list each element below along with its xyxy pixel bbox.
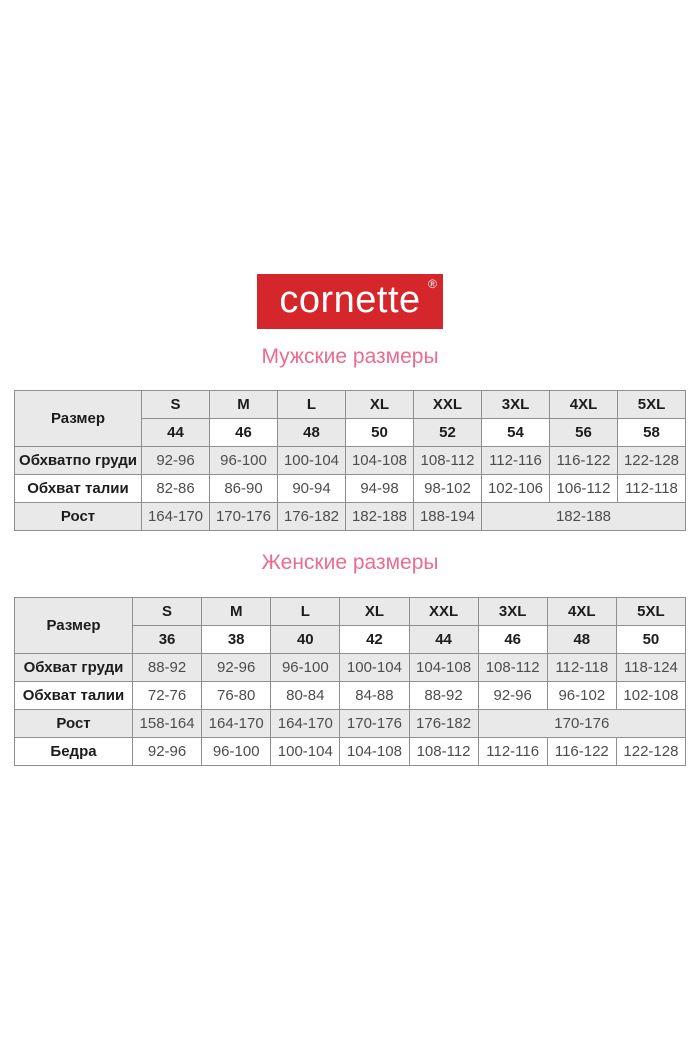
measurement-value-cell: 80-84 [271,682,340,710]
measurement-label-cell: Обхватпо груди [15,447,142,475]
measurement-value-cell: 112-116 [482,447,550,475]
measurement-value-cell: 122-128 [616,738,685,766]
measurement-label-cell: Бедра [15,738,133,766]
measurement-label-cell: Обхват груди [15,654,133,682]
size-letter-cell: XL [346,391,414,419]
size-number-cell: 54 [482,419,550,447]
size-letter-cell: XL [340,598,409,626]
measurement-value-cell: 116-122 [547,738,616,766]
size-number-cell: 38 [202,626,271,654]
cornette-logo [257,274,443,329]
measurement-value-cell: 116-122 [550,447,618,475]
size-letter-cell: XXL [414,391,482,419]
size-corner-label: Размер [15,598,133,654]
size-letter-cell: 4XL [547,598,616,626]
registered-trademark-icon: ® [428,277,437,291]
size-number-cell: 58 [618,419,686,447]
measurement-value-cell: 90-94 [278,475,346,503]
size-number-cell: 50 [346,419,414,447]
measurement-value-cell: 88-92 [133,654,202,682]
size-number-cell: 48 [278,419,346,447]
measurement-value-cell: 112-118 [547,654,616,682]
size-number-cell: 44 [142,419,210,447]
size-letter-cell: 3XL [482,391,550,419]
measurement-value-cell: 188-194 [414,503,482,531]
measurement-value-cell: 122-128 [618,447,686,475]
measurement-value-cell: 84-88 [340,682,409,710]
women-sizes-table [14,597,686,766]
measurement-value-cell: 100-104 [278,447,346,475]
measurement-value-cell: 94-98 [346,475,414,503]
measurement-value-cell: 100-104 [340,654,409,682]
measurement-row [15,447,686,475]
measurement-value-cell: 118-124 [616,654,685,682]
measurement-row [15,738,686,766]
size-letter-cell: 3XL [478,598,547,626]
measurement-value-cell: 112-116 [478,738,547,766]
measurement-value-cell: 106-112 [550,475,618,503]
measurement-value-cell: 88-92 [409,682,478,710]
measurement-value-cell: 92-96 [202,654,271,682]
size-letter-cell: XXL [409,598,478,626]
measurement-value-cell: 82-86 [142,475,210,503]
measurement-label-cell: Рост [15,503,142,531]
measurement-value-cell: 102-106 [482,475,550,503]
measurement-label-cell: Обхват талии [15,475,142,503]
size-number-cell: 50 [616,626,685,654]
measurement-value-cell: 102-108 [616,682,685,710]
men-sizes-heading: Мужские размеры [261,345,439,368]
size-number-cell: 46 [210,419,278,447]
measurement-value-cell: 158-164 [133,710,202,738]
measurement-value-cell: 104-108 [409,654,478,682]
measurement-value-cell: 104-108 [340,738,409,766]
size-number-cell: 36 [133,626,202,654]
measurement-row [15,503,686,531]
measurement-value-cell: 96-100 [210,447,278,475]
men-sizes-table [14,390,686,531]
measurement-value-cell: 108-112 [409,738,478,766]
measurement-value-cell: 176-182 [409,710,478,738]
measurement-value-cell: 96-100 [271,654,340,682]
size-number-cell: 48 [547,626,616,654]
measurement-value-cell: 76-80 [202,682,271,710]
measurement-row [15,654,686,682]
size-number-cell: 56 [550,419,618,447]
measurement-row [15,475,686,503]
cornette-logo-text: cornette [279,279,421,321]
size-letter-cell: L [271,598,340,626]
size-number-cell: 46 [478,626,547,654]
measurement-value-cell: 98-102 [414,475,482,503]
measurement-value-cell: 112-118 [618,475,686,503]
size-number-cell: 40 [271,626,340,654]
measurement-value-cell: 182-188 [346,503,414,531]
size-number-cell: 42 [340,626,409,654]
measurement-value-cell: 96-102 [547,682,616,710]
measurement-row [15,682,686,710]
measurement-value-cell: 100-104 [271,738,340,766]
measurement-value-cell: 164-170 [271,710,340,738]
measurement-value-cell: 86-90 [210,475,278,503]
size-number-cell: 52 [414,419,482,447]
size-letter-cell: M [210,391,278,419]
measurement-value-cell: 170-176 [210,503,278,531]
size-letter-cell: 5XL [618,391,686,419]
measurement-value-cell: 104-108 [346,447,414,475]
measurement-value-cell: 164-170 [202,710,271,738]
size-letter-cell: S [142,391,210,419]
measurement-value-cell: 108-112 [478,654,547,682]
measurement-value-cell: 164-170 [142,503,210,531]
measurement-value-cell: 92-96 [133,738,202,766]
measurement-value-cell: 108-112 [414,447,482,475]
measurement-value-cell: 182-188 [482,503,686,531]
size-letter-cell: 5XL [616,598,685,626]
measurement-label-cell: Рост [15,710,133,738]
women-sizes-heading: Женские размеры [261,551,439,575]
measurement-row [15,710,686,738]
measurement-value-cell: 92-96 [478,682,547,710]
measurement-value-cell: 72-76 [133,682,202,710]
size-number-cell: 44 [409,626,478,654]
measurement-value-cell: 170-176 [478,710,685,738]
measurement-value-cell: 176-182 [278,503,346,531]
measurement-value-cell: 170-176 [340,710,409,738]
measurement-value-cell: 92-96 [142,447,210,475]
measurement-value-cell: 96-100 [202,738,271,766]
size-letter-cell: 4XL [550,391,618,419]
size-letter-cell: M [202,598,271,626]
size-corner-label: Размер [15,391,142,447]
size-letter-cell: L [278,391,346,419]
measurement-label-cell: Обхват талии [15,682,133,710]
size-letter-cell: S [133,598,202,626]
